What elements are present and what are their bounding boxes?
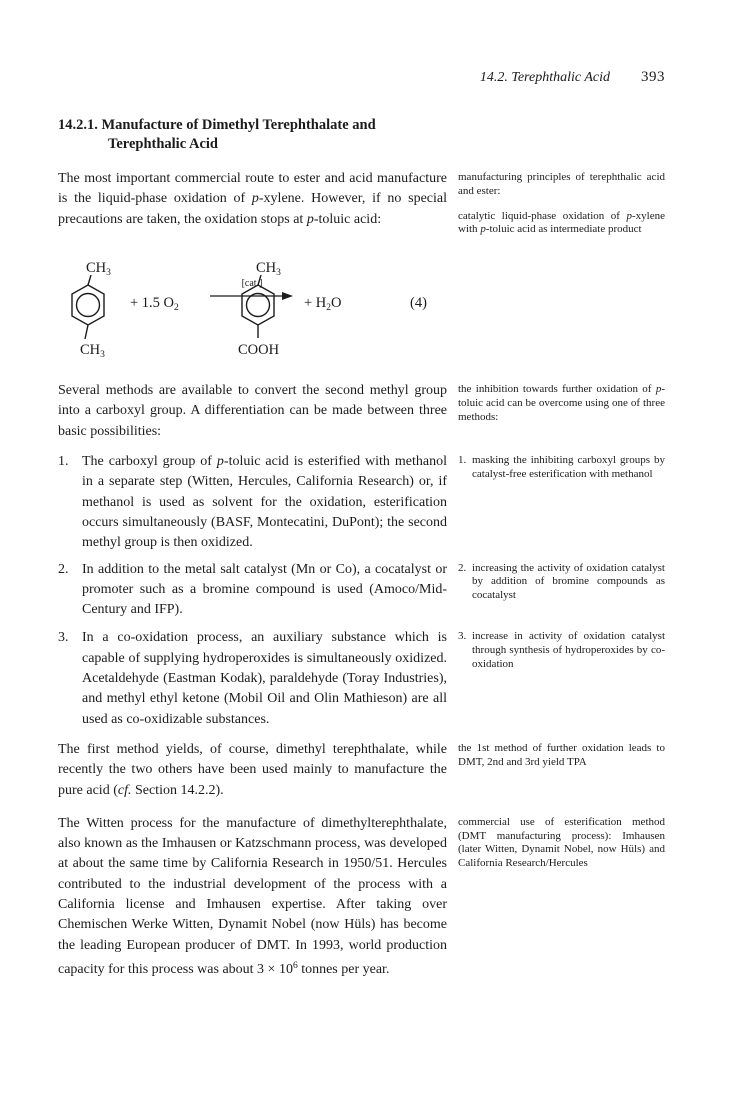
margin-note-principles: manufacturing principles of terephthalic acid and ester:	[458, 171, 665, 197]
paragraph-method-results: The first method yields, of course, dimethyl terephthalate, while recently the two others have been used mainly to manufacture the pure acid (cf. Section 14.2.2).	[58, 741, 447, 798]
methyl-group-label: $CH_3$	[86, 260, 111, 279]
running-head-section-title: 14.2. Terephthalic Acid	[479, 70, 610, 85]
list-item-cocatalyst	[58, 560, 447, 621]
methyl-group-label: $CH_3$	[80, 342, 105, 361]
paragraph-methods: Several methods are available to convert the second methyl group into a carboxyl group. A differentiation can be made between three basic possibilities:	[58, 383, 447, 439]
list-item-esterification	[58, 452, 447, 553]
list-item-number: 1.	[58, 454, 69, 470]
section-heading-number: 14.2.1.	[58, 117, 98, 133]
margin-note-number: 1.	[458, 454, 467, 467]
equation-number: (4)	[410, 295, 427, 312]
list-item-number: 2.	[58, 561, 69, 577]
list-item-co-oxidation	[58, 628, 447, 729]
margin-note-number: 2.	[458, 561, 467, 574]
paragraph-intro: The most important commercial route to ester and acid manufacture is the liquid-phase oxidation of p-xylene. However, if no special precautions are taken, the oxidation stops at p-toluic acid:	[58, 171, 447, 227]
margin-note-commercial-use: commercial use of esterification method (DMT manufacturing process): Imhausen (later Witten, Dynamit Nobel, now Hüls) and California Research/Hercules	[458, 815, 665, 870]
margin-note-inhibition: the inhibition towards further oxidation of p-toluic acid can be overcome using one of three methods:	[458, 383, 665, 423]
list-item-number: 3.	[58, 630, 69, 646]
section-heading-line1: Manufacture of Dimethyl Terephthalate and	[101, 117, 376, 133]
margin-note-bromine	[458, 562, 665, 603]
list-item-text: The carboxyl group of p-toluic acid is esterified with methanol in a separate step (Witten, Hercules, California Research) or, if methanol is used as solvent for the oxidation, esterification occurs simultaneously (BASF, Montecatini, DuPont); the second methyl group is then oxidized.	[82, 454, 447, 551]
margin-note-text: increasing the activity of oxidation catalyst by addition of bromine compounds as cocatalyst	[472, 561, 665, 602]
chemical-equation	[58, 261, 447, 361]
section-heading-line2: Terephthalic Acid	[108, 136, 218, 152]
book-page	[0, 68, 729, 980]
margin-note-co-oxidation	[458, 630, 665, 671]
benzene-ring-product-icon	[234, 275, 282, 341]
margin-note-text: masking the inhibiting carboxyl groups by catalyst-free esterification with methanol	[472, 454, 665, 480]
margin-note-text: increase in activity of oxidation catalyst through synthesis of hydroperoxides by co-oxidation	[472, 630, 665, 671]
list-item-text: In a co-oxidation process, an auxiliary substance which is capable of supplying hydroperoxides is simultaneously oxidized. Acetaldehyde (Eastman Kodak), paraldehyde (Toray Industries), and methyl ethyl ketone (Mobil Oil and Olin Mathieson) are all used as co-oxidizable substances.	[82, 630, 447, 727]
oxygen-reagent-label: + 1.5 $O_2$	[130, 295, 179, 314]
margin-note-number: 3.	[458, 630, 467, 643]
list-item-text: In addition to the metal salt catalyst (Mn or Co), a cocatalyst or promoter such as a bromine compound is used (Amoco/Mid-Century and IFP).	[82, 561, 447, 618]
running-head	[58, 68, 665, 86]
p-xylene-structure	[60, 261, 120, 359]
section-heading	[58, 116, 665, 154]
benzene-ring-reactant-icon	[64, 275, 112, 341]
margin-note-catalytic-oxidation: catalytic liquid-phase oxidation of p-xylene with p-toluic acid as intermediate product	[458, 209, 665, 236]
page-number: 393	[641, 69, 665, 85]
catalyst-label: [cat.]	[241, 278, 263, 290]
methyl-group-label: $CH_3$	[256, 260, 281, 279]
margin-note-dmt-tpa: the 1st method of further oxidation leads to DMT, 2nd and 3rd yield TPA	[458, 741, 665, 768]
p-toluic-acid-structure	[230, 261, 290, 359]
paragraph-witten-process: The Witten process for the manufacture of dimethylterephthalate, also known as the Imhausen or Katzschmann process, was developed at about the same time by California Research in 1950/51. Hercules contributed to the industrial development of the process with a California license and Imhausen expertise. After taking over Chemischen Werke Witten, Dynamit Nobel (now Hüls) has become the leading European producer of DMT. In 1993, world production capacity for this process was about $3 \times 10^6$ tonnes per year.	[58, 815, 447, 977]
water-product-label: + $H_2O$	[304, 295, 342, 314]
margin-note-masking	[458, 454, 665, 482]
carboxyl-group-label: COOH	[238, 342, 280, 359]
